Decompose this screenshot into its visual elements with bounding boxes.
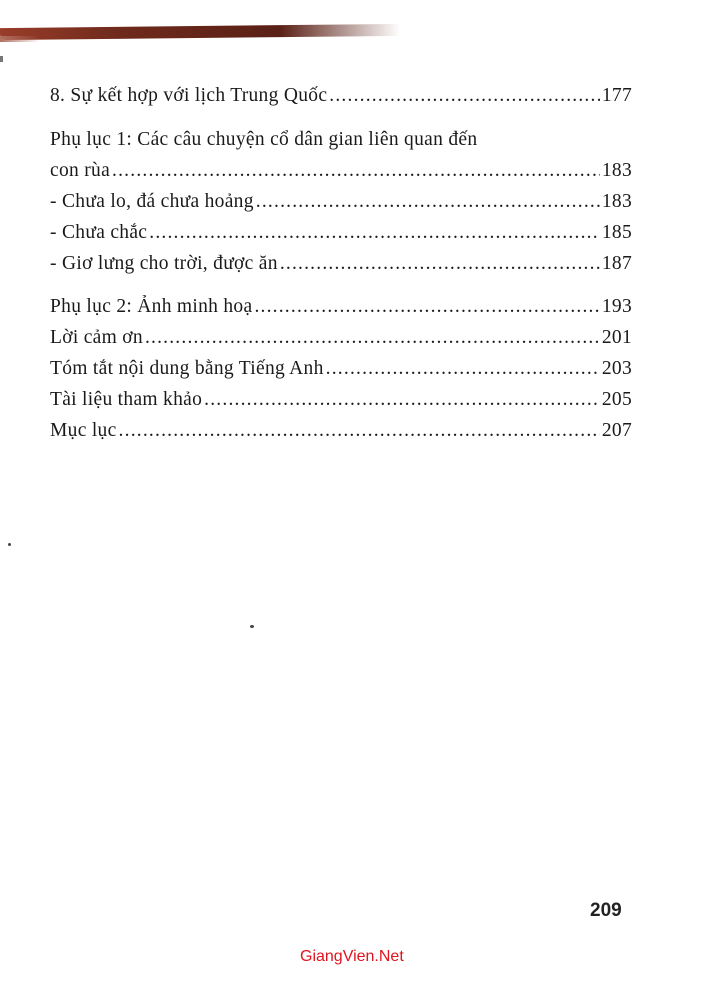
toc-entry: [50, 415, 632, 446]
toc-entry: [50, 186, 632, 217]
toc-entry-page: 187: [601, 253, 632, 274]
dot-leader: [149, 217, 600, 248]
header-decorative-rule: [0, 24, 400, 40]
toc-entry-title: Lời cảm ơn: [50, 327, 143, 348]
dot-leader: [256, 186, 600, 217]
page-number: 209: [590, 900, 622, 921]
scan-speck: [8, 543, 11, 546]
toc-entry-page: 177: [601, 85, 632, 106]
toc-entry-title: con rùa: [50, 160, 111, 181]
toc-entry-page: 183: [601, 160, 632, 181]
dot-leader: [204, 384, 600, 415]
toc-entry-page: 193: [601, 296, 632, 317]
toc-entry-page: 183: [601, 191, 632, 212]
toc-entry: [50, 80, 632, 111]
table-of-contents: [50, 80, 632, 446]
toc-entry: [50, 353, 632, 384]
dot-leader: [329, 80, 600, 111]
watermark-text: GiangVien.Net: [300, 948, 404, 965]
header-rule-shadow: [0, 36, 40, 42]
toc-entry-page: 203: [601, 358, 632, 379]
toc-entry-page: 205: [601, 389, 632, 410]
margin-mark: [0, 56, 3, 62]
toc-entry: [50, 217, 632, 248]
dot-leader: [119, 415, 600, 446]
toc-entry-title-line1: Phụ lục 1: Các câu chuyện cổ dân gian liên quan đến: [50, 129, 478, 150]
toc-entry: [50, 248, 632, 279]
dot-leader: [145, 322, 600, 353]
toc-entry-page: 185: [601, 222, 632, 243]
toc-entry: [50, 291, 632, 322]
toc-entry: [50, 322, 632, 353]
dot-leader: [112, 155, 600, 186]
toc-entry-title: Tài liệu tham khảo: [50, 389, 203, 410]
toc-entry-title: - Giơ lưng cho trời, được ăn: [50, 253, 278, 274]
dot-leader: [280, 248, 600, 279]
scan-speck: [250, 625, 254, 628]
toc-entry-page: 207: [601, 420, 632, 441]
toc-entry-title: Mục lục: [50, 420, 117, 441]
dot-leader: [254, 291, 599, 322]
toc-entry-title: - Chưa lo, đá chưa hoảng: [50, 191, 254, 212]
toc-entry: [50, 384, 632, 415]
toc-entry-page: 201: [601, 327, 632, 348]
toc-entry-title: Tóm tắt nội dung bằng Tiếng Anh: [50, 358, 324, 379]
toc-entry-title: 8. Sự kết hợp với lịch Trung Quốc: [50, 85, 328, 106]
dot-leader: [326, 353, 600, 384]
toc-entry-title: Phụ lục 2: Ảnh minh hoạ: [50, 296, 253, 317]
toc-entry: [50, 155, 632, 186]
toc-entry-title: - Chưa chắc: [50, 222, 148, 243]
